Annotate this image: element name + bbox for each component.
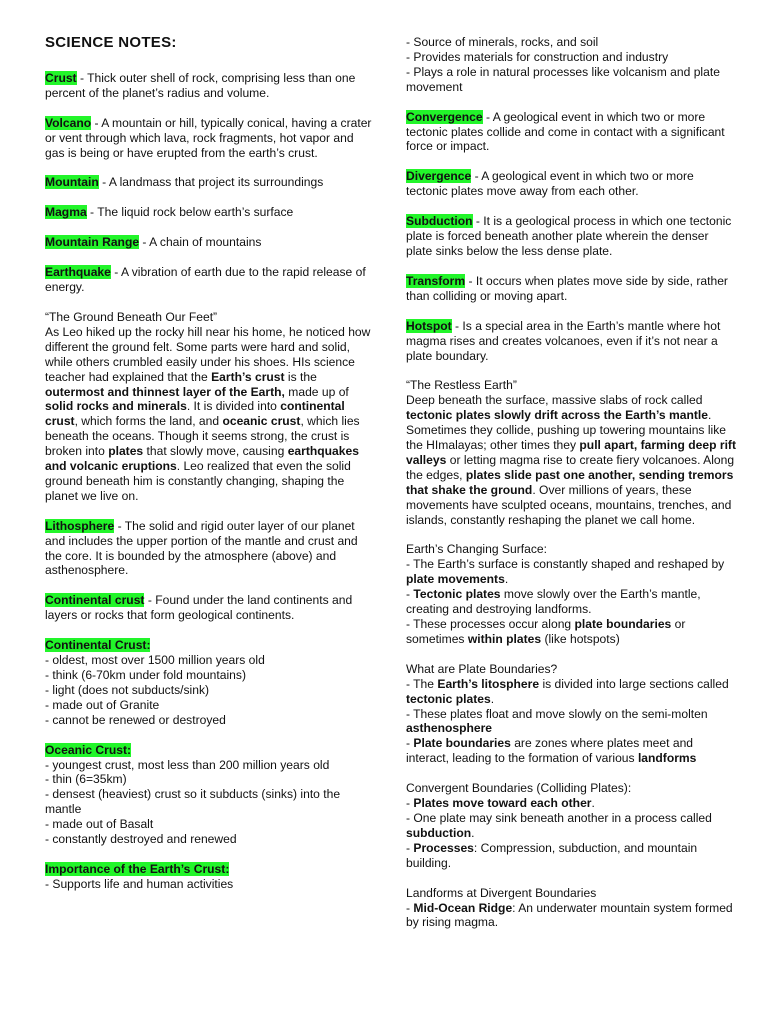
definition-text: - Is a special area in the Earth’s mantle where hot magma rises and creates volcanoes, even if it’s not near a plate boundary. (406, 318, 721, 363)
term-highlight: Subduction (406, 214, 473, 229)
section-heading: Earth’s Changing Surface: (406, 542, 547, 557)
story-bold: plates slide past one another, sending tremors that shake the ground (406, 467, 734, 497)
list-item: - Plates move toward each other. (406, 796, 595, 811)
definition-volcano (45, 116, 375, 161)
list-item: - One plate may sink beneath another in a process called subduction. (406, 810, 712, 840)
list-item: - think (6-70km under fold mountains) (45, 668, 246, 682)
definition-text: - It is a geological process in which one tectonic plate is forced beneath another plate wherein the denser plate sinks below the less dense plate. (406, 214, 732, 258)
story-text: made up of (284, 384, 349, 399)
definition-crust (45, 71, 375, 101)
list-item: - densest (heaviest) crust so it subducts (sinks) into the mantle (45, 787, 341, 817)
term-highlight: Convergence (406, 109, 483, 124)
term-highlight: Earthquake (45, 265, 111, 280)
oceanic-crust-list (45, 743, 375, 847)
term-highlight: Lithosphere (45, 518, 115, 533)
list-item: - cannot be renewed or destroyed (45, 712, 226, 727)
list-item: - The Earth’s surface is constantly shaped and reshaped by plate movements. (406, 557, 725, 587)
term-highlight: Volcano (45, 115, 92, 130)
section-heading: Importance of the Earth’s Crust: (45, 861, 230, 876)
definition-mountain (45, 175, 375, 190)
story-text: . Leo realized that even the solid ground beneath him is constantly changing, shaping the planet we live on. (45, 459, 351, 503)
definition-text: - A geological event in which two or more tectonic plates move away from each other. (406, 169, 694, 199)
definition-text: - Found under the land continents and layers or rocks that form geological continents. (45, 593, 353, 623)
earth-changing-surface (406, 542, 736, 646)
list-item: - Processes: Compression, subduction, and mountain building. (406, 840, 698, 870)
story-title: “The Ground Beneath Our Feet” (45, 309, 218, 324)
term-highlight: Crust (45, 70, 77, 85)
continental-crust-list (45, 638, 375, 727)
right-column (406, 35, 736, 930)
definition-text: - The solid and rigid outer layer of our planet and includes the upper portion of the mantle and crust and the core. It is bounded by the atmosphere (above) and asthenosphere. (45, 518, 358, 578)
term-highlight: Mountain Range (45, 235, 140, 250)
story-text: Deep beneath the surface, massive slabs of rock called (406, 393, 703, 408)
list-item: - Plays a role in natural processes like volcanism and plate movement (406, 64, 720, 94)
definition-subduction (406, 214, 736, 259)
list-item: - constantly destroyed and renewed (45, 832, 237, 847)
list-item: - thin (6=35km) (45, 772, 127, 787)
story-text: . Over millions of years, these movements have sculpted oceans, mountains, trenches, and islands, constantly reshaping the planet we call home. (406, 482, 732, 527)
definition-text: - A geological event in which two or more tectonic plates collide and come in contact with a significant force or impact. (406, 109, 725, 154)
importance-list (45, 862, 375, 892)
story-title: “The Restless Earth” (406, 378, 517, 393)
story-text: is the (284, 369, 317, 384)
importance-list-continued (406, 35, 736, 95)
definition-convergence (406, 110, 736, 155)
definition-hotspot (406, 319, 736, 364)
term-highlight: Mountain (45, 175, 99, 190)
list-item: - These plates float and move slowly on the semi-molten asthenosphere (406, 706, 708, 736)
story-text: As Leo hiked up the rocky hill near his home, he noticed how different the ground felt. Some parts were hard and solid, while others crumbled easily under his shoes. HIs science teacher had explained that the (45, 324, 371, 384)
plate-boundaries (406, 662, 736, 766)
story-text: that slowly move, causing (143, 444, 288, 459)
story-text: or letting magma rise to create fiery volcanoes. Along the edges, (406, 452, 735, 482)
list-item: - These processes occur along plate boundaries or sometimes within plates (like hotspots) (406, 617, 686, 646)
story-bold: pull apart, farming deep rift valleys (406, 438, 736, 467)
definition-text: - A landmass that project its surroundings (98, 175, 324, 190)
section-heading: Continental Crust: (45, 638, 151, 653)
list-item: - oldest, most over 1500 million years old (45, 653, 265, 668)
list-item: - Provides materials for construction and industry (406, 49, 669, 64)
definition-earthquake (45, 265, 375, 295)
story-bold: oceanic crust (222, 414, 301, 429)
list-item: - light (does not subducts/sink) (45, 682, 210, 697)
story-bold: tectonic plates slowly drift across the Earth’s mantle (406, 408, 708, 423)
list-item: - Supports life and human activities (45, 876, 234, 891)
story-restless-earth (406, 378, 736, 527)
story-text: . It is divided into (186, 399, 281, 414)
definition-text: - It occurs when plates move side by side, rather than colliding or moving apart. (406, 273, 728, 303)
divergent-landforms (406, 886, 736, 931)
term-highlight: Magma (45, 205, 87, 220)
convergent-boundaries (406, 781, 736, 870)
list-item: - The Earth’s litosphere is divided into large sections called tectonic plates. (406, 676, 729, 706)
story-ground-beneath (45, 310, 375, 504)
story-bold: plates (108, 444, 144, 459)
story-bold: solid rocks and minerals (45, 399, 187, 414)
definition-continental-crust (45, 593, 375, 623)
definition-text: - A chain of mountains (139, 235, 262, 250)
definition-magma (45, 205, 375, 220)
story-text: , which forms the land, and (74, 414, 223, 429)
section-heading: Oceanic Crust: (45, 742, 132, 757)
definition-mountain-range (45, 235, 375, 250)
list-item: - made out of Basalt (45, 817, 154, 832)
list-item: - Tectonic plates move slowly over the Earth’s mantle, creating and destroying landforms. (406, 587, 701, 617)
story-bold: continental crust (45, 399, 345, 429)
term-highlight: Divergence (406, 169, 472, 184)
definition-transform (406, 274, 736, 304)
story-bold: Earth’s crust (211, 369, 285, 384)
section-heading: What are Plate Boundaries? (406, 661, 558, 676)
definition-text: - A mountain or hill, typically conical, having a crater or vent through which lava, rock fragments, hot vapor and gas is being or have erupted from the earth’s crust. (45, 115, 372, 160)
list-item: - Mid-Ocean Ridge: An underwater mountain system formed by rising magma. (406, 900, 733, 930)
list-item: - Source of minerals, rocks, and soil (406, 35, 599, 49)
term-highlight: Transform (406, 273, 466, 288)
story-bold: earthquakes and volcanic eruptions (45, 444, 359, 474)
term-highlight: Hotspot (406, 318, 452, 333)
term-highlight: Continental crust (45, 593, 145, 608)
list-item: - youngest crust, most less than 200 million years old (45, 757, 330, 772)
section-heading: Convergent Boundaries (Colliding Plates): (406, 781, 632, 796)
list-item: - made out of Granite (45, 697, 160, 712)
page-title: SCIENCE NOTES: (45, 34, 177, 51)
story-text: , which lies beneath the oceans. Though it seems strong, the crust is broken into (45, 414, 360, 459)
definition-text: - The liquid rock below earth’s surface (86, 205, 294, 220)
list-item: - Plate boundaries are zones where plates meet and interact, leading to the formation of various landforms (406, 736, 697, 766)
section-heading: Landforms at Divergent Boundaries (406, 885, 597, 900)
definition-divergence (406, 169, 736, 199)
story-text: . Sometimes they collide, pushing up towering mountains like the HImalayas; other times they (406, 408, 726, 453)
story-bold: outermost and thinnest layer of the Earth, (45, 384, 285, 399)
definition-text: - A vibration of earth due to the rapid release of energy. (45, 265, 366, 295)
definition-text: - Thick outer shell of rock, comprising less than one percent of the planet’s radius and volume. (45, 70, 356, 100)
left-column (45, 36, 375, 892)
definition-lithosphere (45, 519, 375, 579)
